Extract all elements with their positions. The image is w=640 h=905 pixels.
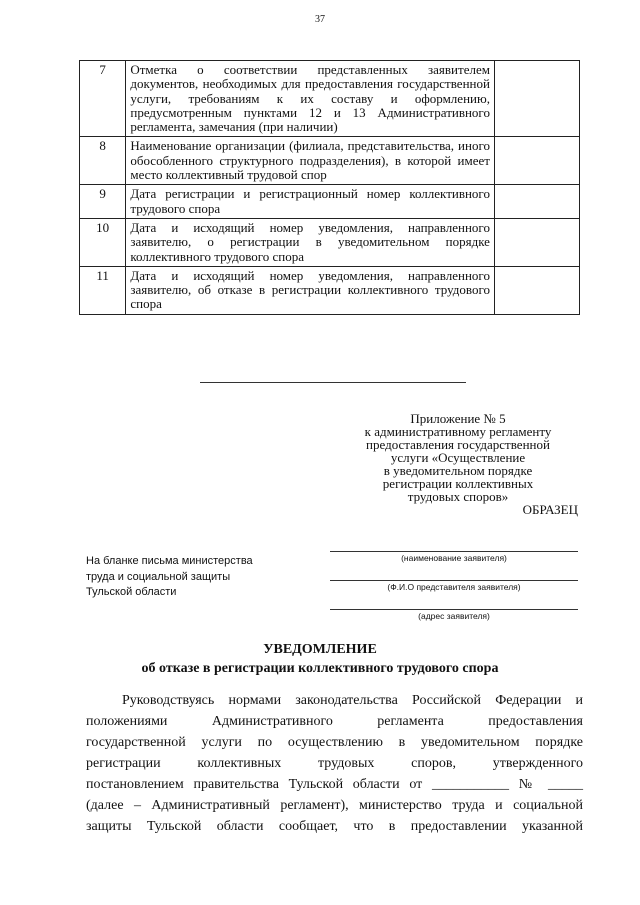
body-line: положениями Административного регламента предоставления: [86, 714, 583, 729]
notice-subtitle: об отказе в регистрации коллективного трудового спора: [141, 661, 499, 676]
row-text: Дата и исходящий номер уведомления, направленного заявителю, об отказе в регистрации коллективного трудового спора: [126, 266, 495, 314]
body-line: Руководствуясь нормами законодательства Российской Федерации и: [122, 693, 583, 708]
body-line: государственной услуги по осуществлению в уведомительном порядке: [86, 735, 583, 750]
row-value-cell: [494, 137, 579, 185]
notice-body: [86, 690, 583, 837]
table-row: [80, 266, 580, 314]
appendix-line: услуги «Осуществление: [390, 450, 526, 465]
table-row: [80, 185, 580, 219]
row-value-cell: [494, 185, 579, 219]
row-value-cell: [494, 61, 579, 137]
row-number: 11: [80, 266, 126, 314]
letterhead-line: На бланке письма министерства: [86, 555, 253, 567]
row-number: 8: [80, 137, 126, 185]
row-value-cell: [494, 266, 579, 314]
sample-label: ОБРАЗЕЦ: [522, 502, 578, 517]
letterhead-line: Тульской области: [86, 586, 177, 598]
letterhead-note: [86, 554, 253, 601]
body-line: защиты Тульской области сообщает, что в предоставлении указанной: [86, 819, 583, 834]
row-number: 7: [80, 61, 126, 137]
notice-title: УВЕДОМЛЕНИЕ: [263, 642, 377, 657]
applicant-name-field: (наименование заявителя): [330, 551, 578, 563]
separator-line: [200, 382, 466, 383]
register-table: [79, 60, 580, 315]
row-number: 10: [80, 218, 126, 266]
row-text: Дата и исходящий номер уведомления, направленного заявителю, о регистрации в уведомительном порядке коллективного трудового спора: [126, 218, 495, 266]
appendix-line: предоставления государственной: [366, 437, 550, 452]
row-value-cell: [494, 218, 579, 266]
row-text: Наименование организации (филиала, представительства, иного обособленного структурного подразделения), в которой имеет место коллективный трудовой спор: [126, 137, 495, 185]
appendix-line: Приложение № 5: [410, 411, 506, 426]
table-row: [80, 218, 580, 266]
appendix-header: [328, 412, 588, 503]
row-text: Отметка о соответствии представленных заявителем документов, необходимых для предоставления государственной услуги, требованиям к их составу и оформлению, предусмотренным пунктами 12 и 13 Административного регламента, замечания (при наличии): [126, 61, 495, 137]
appendix-line: регистрации коллективных: [382, 476, 534, 491]
table-row: [80, 137, 580, 185]
body-line: постановлением правительства Тульской области от ___________ № _____: [86, 777, 583, 792]
page-number: 37: [315, 14, 325, 25]
body-line: регистрации коллективных трудовых споров, утвержденного: [86, 756, 583, 771]
body-line: (далее – Административный регламент), министерство труда и социальной: [86, 798, 583, 813]
representative-field: (Ф.И.О представителя заявителя): [330, 580, 578, 592]
row-number: 9: [80, 185, 126, 219]
address-field: (адрес заявителя): [330, 609, 578, 621]
letterhead-line: труда и социальной защиты: [86, 570, 231, 583]
row-text: Дата регистрации и регистрационный номер коллективного трудового спора: [126, 185, 495, 219]
appendix-line: к административному регламенту: [364, 424, 552, 439]
appendix-line: в уведомительном порядке: [383, 463, 533, 478]
appendix-line: трудовых споров»: [407, 489, 509, 504]
table-row: [80, 61, 580, 137]
